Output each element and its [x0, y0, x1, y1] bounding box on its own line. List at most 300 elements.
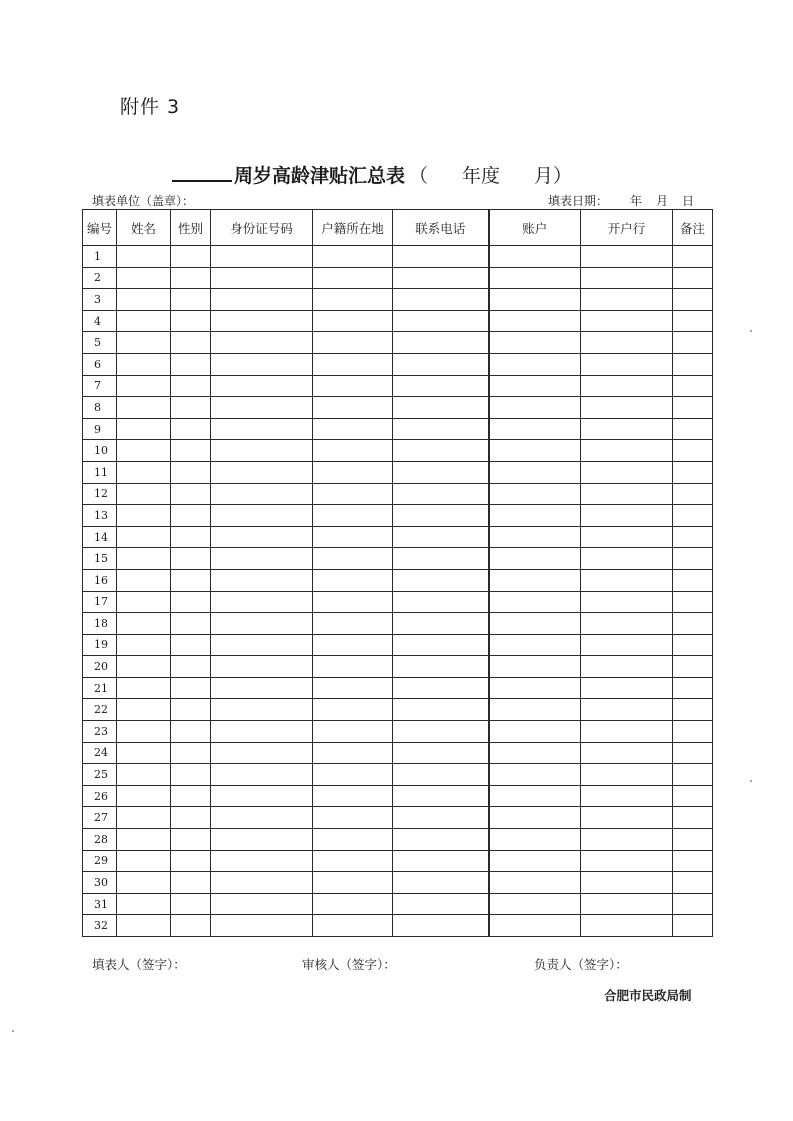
- empty-cell: [171, 353, 211, 375]
- empty-cell: [117, 829, 171, 851]
- empty-cell: [171, 915, 211, 937]
- row-number: 3: [83, 289, 117, 311]
- header-cell: 姓名: [117, 210, 171, 246]
- empty-cell: [673, 785, 713, 807]
- empty-cell: [489, 591, 581, 613]
- empty-cell: [673, 418, 713, 440]
- table-row: [83, 548, 713, 570]
- empty-cell: [393, 634, 489, 656]
- empty-cell: [673, 440, 713, 462]
- empty-cell: [673, 246, 713, 268]
- empty-cell: [313, 656, 393, 678]
- empty-cell: [581, 656, 673, 678]
- empty-cell: [393, 872, 489, 894]
- empty-cell: [673, 807, 713, 829]
- table-row: [83, 807, 713, 829]
- empty-cell: [393, 526, 489, 548]
- empty-cell: [171, 246, 211, 268]
- empty-cell: [313, 461, 393, 483]
- table-row: [83, 569, 713, 591]
- empty-cell: [581, 591, 673, 613]
- empty-cell: [313, 397, 393, 419]
- empty-cell: [673, 289, 713, 311]
- empty-cell: [393, 461, 489, 483]
- empty-cell: [489, 699, 581, 721]
- empty-cell: [489, 721, 581, 743]
- row-number: 24: [83, 742, 117, 764]
- empty-cell: [393, 569, 489, 591]
- empty-cell: [489, 397, 581, 419]
- row-number: 31: [83, 893, 117, 915]
- header-cell: 备注: [673, 210, 713, 246]
- empty-cell: [313, 591, 393, 613]
- empty-cell: [581, 375, 673, 397]
- empty-cell: [581, 548, 673, 570]
- empty-cell: [673, 332, 713, 354]
- row-number: 13: [83, 505, 117, 527]
- empty-cell: [313, 246, 393, 268]
- issuer-label: 合肥市民政局制: [604, 988, 692, 1003]
- table-row: [83, 785, 713, 807]
- empty-cell: [581, 699, 673, 721]
- table-header-row: [83, 210, 713, 246]
- table-row: [83, 872, 713, 894]
- empty-cell: [489, 289, 581, 311]
- header-cell: 编号: [83, 210, 117, 246]
- row-number: 7: [83, 375, 117, 397]
- empty-cell: [581, 742, 673, 764]
- empty-cell: [581, 505, 673, 527]
- empty-cell: [673, 353, 713, 375]
- empty-cell: [171, 893, 211, 915]
- empty-cell: [581, 332, 673, 354]
- empty-cell: [117, 397, 171, 419]
- header-cell: 开户行: [581, 210, 673, 246]
- attachment-label: 附件 3: [120, 96, 181, 118]
- summary-table: [82, 209, 713, 937]
- empty-cell: [489, 375, 581, 397]
- table-row: [83, 850, 713, 872]
- fill-date: [548, 192, 694, 209]
- empty-cell: [581, 289, 673, 311]
- empty-cell: [211, 375, 313, 397]
- row-number: 14: [83, 526, 117, 548]
- row-number: 10: [83, 440, 117, 462]
- empty-cell: [117, 375, 171, 397]
- empty-cell: [489, 656, 581, 678]
- empty-cell: [489, 418, 581, 440]
- empty-cell: [211, 505, 313, 527]
- empty-cell: [581, 829, 673, 851]
- empty-cell: [313, 742, 393, 764]
- row-number: 17: [83, 591, 117, 613]
- empty-cell: [171, 872, 211, 894]
- empty-cell: [673, 548, 713, 570]
- empty-cell: [171, 310, 211, 332]
- empty-cell: [171, 548, 211, 570]
- table-row: [83, 461, 713, 483]
- row-number: 18: [83, 613, 117, 635]
- empty-cell: [393, 353, 489, 375]
- empty-cell: [171, 483, 211, 505]
- empty-cell: [313, 569, 393, 591]
- row-number: 2: [83, 267, 117, 289]
- empty-cell: [393, 721, 489, 743]
- empty-cell: [393, 418, 489, 440]
- table-row: [83, 721, 713, 743]
- empty-cell: [117, 850, 171, 872]
- empty-cell: [313, 375, 393, 397]
- empty-cell: [171, 807, 211, 829]
- empty-cell: [211, 634, 313, 656]
- empty-cell: [313, 850, 393, 872]
- empty-cell: [673, 721, 713, 743]
- empty-cell: [393, 267, 489, 289]
- table-row: [83, 353, 713, 375]
- empty-cell: [211, 246, 313, 268]
- empty-cell: [211, 785, 313, 807]
- empty-cell: [171, 289, 211, 311]
- empty-cell: [211, 332, 313, 354]
- empty-cell: [211, 310, 313, 332]
- fill-date-day: 日: [682, 194, 695, 208]
- empty-cell: [313, 310, 393, 332]
- row-number: 32: [83, 915, 117, 937]
- header-cell: 性别: [171, 210, 211, 246]
- empty-cell: [581, 872, 673, 894]
- row-number: 29: [83, 850, 117, 872]
- empty-cell: [313, 764, 393, 786]
- table-row: [83, 267, 713, 289]
- empty-cell: [581, 634, 673, 656]
- empty-cell: [581, 353, 673, 375]
- empty-cell: [171, 569, 211, 591]
- empty-cell: [313, 807, 393, 829]
- empty-cell: [673, 850, 713, 872]
- empty-cell: [313, 699, 393, 721]
- table-row: [83, 829, 713, 851]
- empty-cell: [171, 785, 211, 807]
- empty-cell: [393, 375, 489, 397]
- empty-cell: [673, 375, 713, 397]
- empty-cell: [673, 699, 713, 721]
- empty-cell: [489, 807, 581, 829]
- empty-cell: [211, 893, 313, 915]
- empty-cell: [211, 915, 313, 937]
- table-row: [83, 505, 713, 527]
- row-number: 27: [83, 807, 117, 829]
- empty-cell: [211, 548, 313, 570]
- empty-cell: [393, 677, 489, 699]
- empty-cell: [313, 721, 393, 743]
- empty-cell: [211, 829, 313, 851]
- empty-cell: [673, 764, 713, 786]
- empty-cell: [211, 872, 313, 894]
- empty-cell: [393, 807, 489, 829]
- empty-cell: [489, 526, 581, 548]
- empty-cell: [117, 548, 171, 570]
- table-row: [83, 483, 713, 505]
- empty-cell: [673, 310, 713, 332]
- empty-cell: [581, 677, 673, 699]
- empty-cell: [171, 526, 211, 548]
- row-number: 4: [83, 310, 117, 332]
- empty-cell: [581, 483, 673, 505]
- fill-date-year: 年: [630, 194, 643, 208]
- row-number: 8: [83, 397, 117, 419]
- empty-cell: [581, 613, 673, 635]
- empty-cell: [673, 461, 713, 483]
- empty-cell: [117, 764, 171, 786]
- empty-cell: [489, 440, 581, 462]
- empty-cell: [211, 353, 313, 375]
- header-cell: 身份证号码: [211, 210, 313, 246]
- empty-cell: [211, 267, 313, 289]
- row-number: 28: [83, 829, 117, 851]
- empty-cell: [211, 699, 313, 721]
- row-number: 12: [83, 483, 117, 505]
- empty-cell: [393, 829, 489, 851]
- empty-cell: [313, 332, 393, 354]
- empty-cell: [393, 764, 489, 786]
- row-number: 11: [83, 461, 117, 483]
- empty-cell: [673, 505, 713, 527]
- empty-cell: [673, 872, 713, 894]
- empty-cell: [581, 397, 673, 419]
- empty-cell: [393, 785, 489, 807]
- empty-cell: [673, 634, 713, 656]
- empty-cell: [211, 461, 313, 483]
- empty-cell: [117, 310, 171, 332]
- empty-cell: [673, 915, 713, 937]
- empty-cell: [489, 353, 581, 375]
- table-row: [83, 310, 713, 332]
- empty-cell: [489, 246, 581, 268]
- empty-cell: [581, 310, 673, 332]
- row-number: 15: [83, 548, 117, 570]
- empty-cell: [393, 548, 489, 570]
- empty-cell: [211, 397, 313, 419]
- table-row: [83, 526, 713, 548]
- empty-cell: [171, 332, 211, 354]
- header-cell: 户籍所在地: [313, 210, 393, 246]
- table-row: [83, 418, 713, 440]
- empty-cell: [393, 613, 489, 635]
- empty-cell: [313, 440, 393, 462]
- empty-cell: [489, 267, 581, 289]
- responsible-signature-label: 负责人（签字）：: [534, 957, 628, 972]
- empty-cell: [489, 872, 581, 894]
- empty-cell: [211, 613, 313, 635]
- empty-cell: [581, 267, 673, 289]
- empty-cell: [673, 829, 713, 851]
- table-row: [83, 246, 713, 268]
- empty-cell: [117, 526, 171, 548]
- table-row: [83, 332, 713, 354]
- empty-cell: [117, 613, 171, 635]
- row-number: 5: [83, 332, 117, 354]
- empty-cell: [171, 461, 211, 483]
- empty-cell: [171, 742, 211, 764]
- empty-cell: [581, 721, 673, 743]
- empty-cell: [393, 440, 489, 462]
- empty-cell: [211, 526, 313, 548]
- scan-speck: [750, 330, 752, 332]
- empty-cell: [117, 634, 171, 656]
- table-row: [83, 440, 713, 462]
- empty-cell: [489, 548, 581, 570]
- empty-cell: [581, 440, 673, 462]
- table-row: [83, 289, 713, 311]
- empty-cell: [313, 505, 393, 527]
- row-number: 9: [83, 418, 117, 440]
- empty-cell: [171, 440, 211, 462]
- empty-cell: [489, 742, 581, 764]
- empty-cell: [581, 418, 673, 440]
- empty-cell: [581, 461, 673, 483]
- table-row: [83, 742, 713, 764]
- empty-cell: [393, 915, 489, 937]
- empty-cell: [393, 505, 489, 527]
- empty-cell: [489, 850, 581, 872]
- empty-cell: [393, 850, 489, 872]
- empty-cell: [211, 742, 313, 764]
- row-number: 6: [83, 353, 117, 375]
- empty-cell: [313, 418, 393, 440]
- empty-cell: [313, 785, 393, 807]
- empty-cell: [393, 289, 489, 311]
- empty-cell: [171, 699, 211, 721]
- empty-cell: [581, 569, 673, 591]
- empty-cell: [117, 807, 171, 829]
- empty-cell: [489, 505, 581, 527]
- empty-cell: [393, 246, 489, 268]
- table-row: [83, 764, 713, 786]
- empty-cell: [313, 526, 393, 548]
- empty-cell: [117, 461, 171, 483]
- empty-cell: [171, 721, 211, 743]
- empty-cell: [211, 764, 313, 786]
- empty-cell: [117, 699, 171, 721]
- empty-cell: [117, 418, 171, 440]
- scan-speck: [12, 1030, 14, 1032]
- empty-cell: [313, 829, 393, 851]
- empty-cell: [117, 440, 171, 462]
- empty-cell: [171, 397, 211, 419]
- row-number: 20: [83, 656, 117, 678]
- empty-cell: [393, 893, 489, 915]
- table-row: [83, 915, 713, 937]
- table-row: [83, 397, 713, 419]
- empty-cell: [117, 289, 171, 311]
- empty-cell: [171, 613, 211, 635]
- empty-cell: [673, 591, 713, 613]
- table-row: [83, 656, 713, 678]
- empty-cell: [117, 483, 171, 505]
- empty-cell: [673, 267, 713, 289]
- empty-cell: [117, 656, 171, 678]
- empty-cell: [211, 418, 313, 440]
- row-number: 23: [83, 721, 117, 743]
- empty-cell: [211, 721, 313, 743]
- row-number: 30: [83, 872, 117, 894]
- empty-cell: [313, 872, 393, 894]
- empty-cell: [489, 764, 581, 786]
- table-row: [83, 591, 713, 613]
- empty-cell: [117, 505, 171, 527]
- empty-cell: [171, 375, 211, 397]
- empty-cell: [313, 483, 393, 505]
- empty-cell: [117, 785, 171, 807]
- empty-cell: [673, 526, 713, 548]
- empty-cell: [673, 656, 713, 678]
- empty-cell: [581, 526, 673, 548]
- empty-cell: [313, 267, 393, 289]
- empty-cell: [673, 677, 713, 699]
- empty-cell: [393, 699, 489, 721]
- empty-cell: [117, 353, 171, 375]
- empty-cell: [489, 677, 581, 699]
- filler-signature-label: 填表人（签字）：: [92, 957, 186, 972]
- empty-cell: [581, 807, 673, 829]
- empty-cell: [673, 742, 713, 764]
- reviewer-signature-label: 审核人（签字）：: [302, 957, 396, 972]
- empty-cell: [171, 505, 211, 527]
- empty-cell: [117, 742, 171, 764]
- empty-cell: [489, 893, 581, 915]
- empty-cell: [211, 850, 313, 872]
- empty-cell: [489, 613, 581, 635]
- empty-cell: [211, 289, 313, 311]
- title-blank-line: [172, 180, 232, 182]
- empty-cell: [489, 915, 581, 937]
- empty-cell: [581, 764, 673, 786]
- empty-cell: [171, 829, 211, 851]
- empty-cell: [313, 548, 393, 570]
- empty-cell: [313, 915, 393, 937]
- empty-cell: [117, 872, 171, 894]
- empty-cell: [171, 764, 211, 786]
- empty-cell: [313, 893, 393, 915]
- empty-cell: [313, 677, 393, 699]
- title-main: 周岁高龄津贴汇总表: [234, 165, 406, 187]
- empty-cell: [313, 613, 393, 635]
- empty-cell: [393, 332, 489, 354]
- fill-unit-label: 填表单位（盖章）：: [92, 194, 195, 208]
- empty-cell: [117, 569, 171, 591]
- empty-cell: [673, 483, 713, 505]
- table-row: [83, 613, 713, 635]
- header-cell: 账户: [489, 210, 581, 246]
- empty-cell: [313, 634, 393, 656]
- empty-cell: [117, 721, 171, 743]
- empty-cell: [171, 677, 211, 699]
- row-number: 25: [83, 764, 117, 786]
- empty-cell: [117, 677, 171, 699]
- empty-cell: [211, 440, 313, 462]
- empty-cell: [581, 785, 673, 807]
- empty-cell: [393, 397, 489, 419]
- empty-cell: [489, 310, 581, 332]
- table-row: [83, 634, 713, 656]
- empty-cell: [581, 246, 673, 268]
- table-row: [83, 699, 713, 721]
- row-number: 22: [83, 699, 117, 721]
- empty-cell: [117, 267, 171, 289]
- empty-cell: [489, 461, 581, 483]
- empty-cell: [673, 893, 713, 915]
- empty-cell: [393, 483, 489, 505]
